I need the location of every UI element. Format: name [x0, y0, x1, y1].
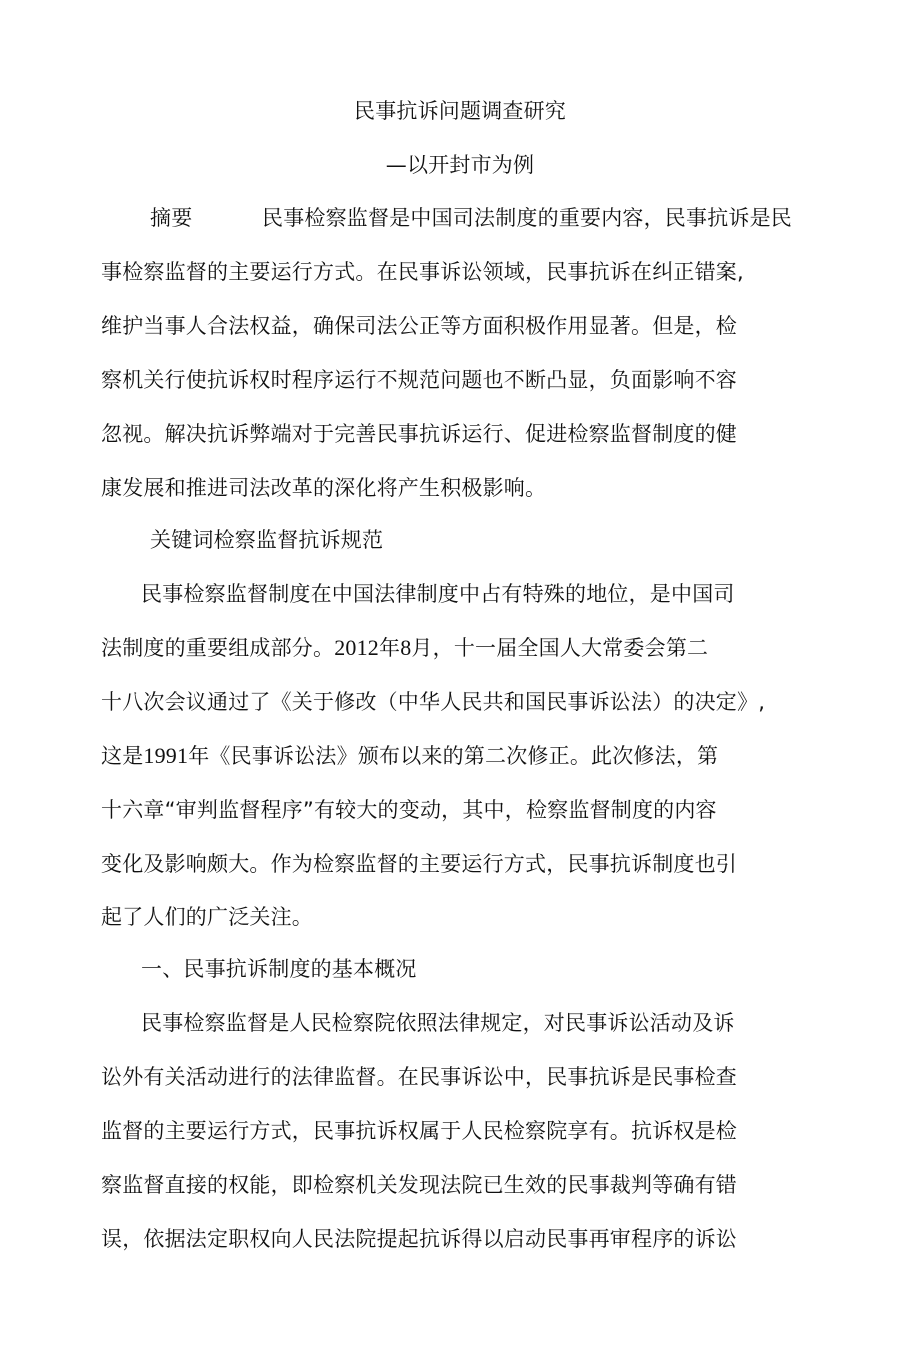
abstract-line: 察机关行使抗诉权时程序运行不规范问题也不断凸显，负面影响不容 — [101, 368, 737, 392]
abstract-line: 事检察监督的主要运行方式。在民事诉讼领域，民事抗诉在纠正错案, — [101, 260, 744, 284]
abstract-line: 民事检察监督是中国司法制度的重要内容，民事抗诉是民 — [262, 206, 792, 230]
abstract-line: 康发展和推进司法改革的深化将产生积极影响。 — [101, 476, 547, 500]
keywords-line: 关键词检察监督抗诉规范 — [150, 528, 384, 552]
year-number: 1991 — [143, 743, 189, 768]
text-run: 月，十一届全国人大常委会第二 — [411, 636, 709, 660]
paragraph-line: 误，依据法定职权向人民法院提起抗诉得以启动民事再审程序的诉讼 — [101, 1227, 737, 1251]
month-number: 8 — [400, 635, 412, 660]
text-run: 年《民事诉讼法》颁布以来的第二次修正。此次修法，第 — [188, 744, 719, 768]
document-subtitle: —以开封市为例 — [385, 153, 535, 177]
paragraph-line: 民事检察监督制度在中国法律制度中占有特殊的地位，是中国司 — [141, 582, 735, 606]
paragraph-line: 变化及影响颇大。作为检察监督的主要运行方式，民事抗诉制度也引 — [101, 852, 737, 876]
paragraph-line — [101, 634, 708, 662]
paragraph-line: 讼外有关活动进行的法律监督。在民事诉讼中，民事抗诉是民事检查 — [101, 1065, 737, 1089]
paragraph-line: 起了人们的广泛关注。 — [101, 905, 313, 929]
paragraph-line: 十六章“审判监督程序”有较大的变动，其中，检察监督制度的内容 — [101, 798, 717, 822]
section-heading: 一、民事抗诉制度的基本概况 — [141, 957, 417, 981]
year-number: 2012 — [334, 635, 380, 660]
paragraph-line: 民事检察监督是人民检察院依照法律规定，对民事诉讼活动及诉 — [141, 1011, 735, 1035]
document-title: 民事抗诉问题调查研究 — [354, 99, 566, 123]
paragraph-line: 监督的主要运行方式，民事抗诉权属于人民检察院享有。抗诉权是检 — [101, 1119, 737, 1143]
abstract-line: 维护当事人合法权益，确保司法公正等方面积极作用显著。但是，检 — [101, 314, 737, 338]
text-run: 法制度的重要组成部分。 — [101, 636, 335, 660]
abstract-line: 忽视。解决抗诉弊端对于完善民事抗诉运行、促进检察监督制度的健 — [101, 422, 737, 446]
paragraph-line: 察监督直接的权能，即检察机关发现法院已生效的民事裁判等确有错 — [101, 1173, 737, 1197]
abstract-label: 摘要 — [150, 206, 193, 230]
paragraph-line — [101, 742, 718, 770]
paragraph-line: 十八次会议通过了《关于修改（中华人民共和国民事诉讼法）的决定》, — [101, 690, 766, 714]
text-run: 年 — [379, 636, 401, 660]
text-run: 这是 — [101, 744, 144, 768]
